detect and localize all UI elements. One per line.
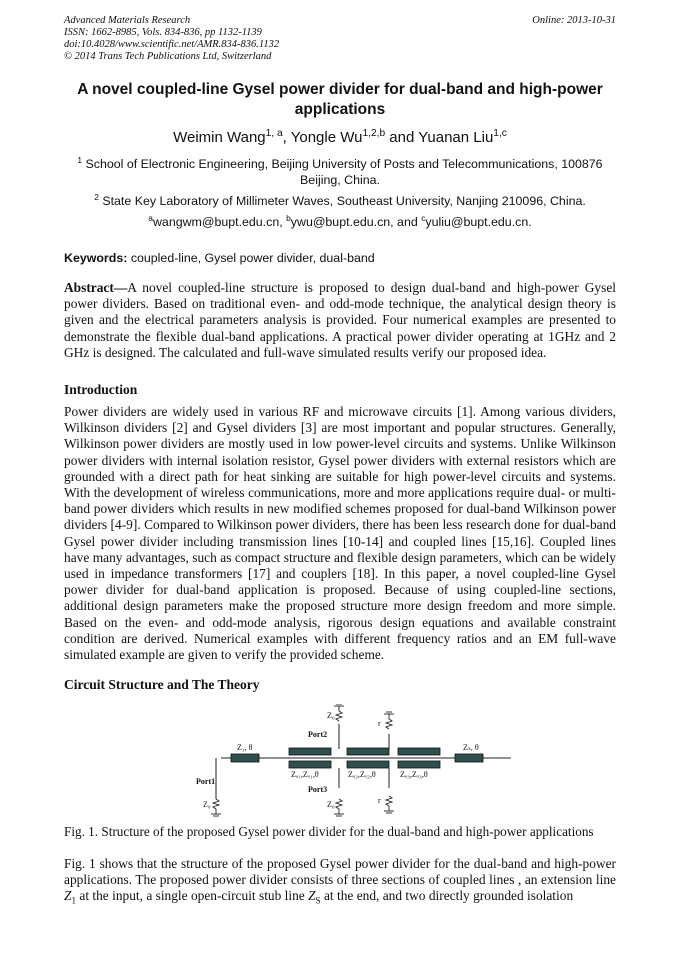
open-stub-zs (455, 754, 483, 762)
email-list (64, 214, 616, 230)
keywords (64, 251, 616, 265)
symbol-z1: Z (64, 888, 72, 904)
abstract-label: Abstract (64, 280, 114, 295)
email-link[interactable]: wangwm@bupt.edu.cn (152, 215, 280, 229)
resistor-r-bottom (386, 796, 392, 806)
email-end: . (528, 215, 532, 229)
coupled-line-3-bottom (398, 761, 440, 768)
author-sup: 1,2,b (362, 128, 386, 139)
copyright: © 2014 Trans Tech Publications Ltd, Switzerland (64, 51, 272, 62)
circuit-text-part: at the input, a single open-circuit stub line (79, 888, 305, 904)
affiliation-text: State Key Laboratory of Millimeter Waves, Southeast University, Nanjing 210096, China. (102, 194, 586, 208)
abstract (64, 280, 616, 361)
resistor-z0-port2 (336, 711, 342, 721)
z0-label-port2: Z₀ (327, 711, 335, 720)
circuit-diagram (193, 704, 523, 829)
z1-label: Z₁, θ (237, 743, 253, 752)
author-separator: , (282, 129, 291, 146)
coupled-line-1-label: Zₐ₁,Zₒ₁,θ (291, 770, 319, 779)
affiliation-sup: 1 (77, 154, 83, 165)
resistor-r-top (386, 719, 392, 729)
email-sup: c (421, 212, 426, 223)
figure-caption: Fig. 1. Structure of the proposed Gysel power divider for the dual-band and high-power applications (64, 824, 594, 839)
paper-title: A novel coupled-line Gysel power divider for dual-band and high-power applications (77, 81, 603, 118)
resistor-z0-port1 (213, 799, 219, 809)
coupled-line-2-label: Zₐ₂,Zₒ₂,θ (348, 770, 376, 779)
author-name: Yongle Wu (290, 129, 363, 146)
issn: ISSN: 1662-8985, Vols. 834-836, pp 1132-1139 (64, 27, 262, 38)
coupled-line-1-top (289, 748, 331, 755)
z0-label-port3: Z₀ (327, 800, 335, 809)
online-date: Online: 2013-10-31 (532, 15, 616, 26)
keywords-text: coupled-line, Gysel power divider, dual-band (130, 251, 375, 265)
resistor-z0-port3 (336, 799, 342, 809)
author-name: Yuanan Liu (418, 129, 494, 146)
abstract-dash: — (113, 280, 128, 295)
affiliation-text: School of Electronic Engineering, Beijing University of Posts and Telecommunications, 100876 Beijing, China. (85, 157, 603, 187)
section-heading-introduction: Introduction (64, 382, 138, 397)
symbol-zs-sub: S (315, 896, 321, 907)
r-label-top: r (378, 719, 381, 728)
symbol-z1-sub: 1 (71, 896, 77, 907)
zs-label: Zₛ, θ (463, 743, 479, 752)
affiliation-2 (64, 193, 616, 209)
introduction-text: Power dividers are widely used in various RF and microwave circuits [1]. Among various dividers, Wilkinson dividers [2] and Gysel dividers [3] are most important and popular structures. Generally, Wilkinson power dividers are mostly used in low power-level circuits and systems. Unlike Wilkinson power dividers with internal isolation resistor, Gysel power dividers with external resistors which are grounded with a direct path for heat sinking are suitable for high power-level circuits and systems. With the development of wireless communications, more and more applications require dual- or multi-band power dividers which results in new modified schemes proposed for dual-band Wilkinson power dividers [4-9]. Compared to Wilkinson power dividers, there has been less research done for dual-band Gysel power divider including transmission lines [10-14] and coupled lines [15,16]. Coupled lines have many advantages, such as compact structure and flexible design parameters, which can be widely used in impedance transformers [17] and couplers [18]. In this paper, a novel coupled-line Gysel power divider for dual-band application is proposed. Because of using coupled-line sections, additional design parameters make the proposed structure more design freedom and more simple. Based on the even- and odd-mode analysis, rigorous design equations and available constraint condition are derived. Numerical examples with different frequency ratios and an EM full-wave simulated example are given to verify the provided scheme. (64, 404, 616, 663)
email-sup: a (148, 212, 153, 223)
doi: doi:10.4028/www.scientific.net/AMR.834-836.1132 (64, 39, 280, 50)
journal-header (64, 15, 616, 63)
keywords-label: Keywords: (64, 251, 128, 265)
abstract-text: A novel coupled-line structure is proposed to design dual-band and high-power Gysel power dividers. Based on traditional even- and odd-mode technique, the analytical design theory is given and the electrical parameters analysis is provided. Four numerical examples are presented to demonstrate the flexible dual-band applications. A practical power divider operating at 1GHz and 2 GHz is designed. The calculated and full-wave simulated results verify our proposed idea. (64, 280, 616, 360)
circuit-text-part: Fig. 1 shows that the structure of the proposed Gysel power divider for the dual-band and high-power applications. The proposed power divider consists of three sections of coupled lines , an extension line (64, 856, 616, 888)
circuit-text (64, 856, 616, 905)
affiliation-1 (64, 156, 616, 188)
coupled-line-2-top (347, 748, 389, 755)
r-label-bottom: r (378, 796, 381, 805)
port1-label: Port1 (196, 777, 216, 786)
port3-label: Port3 (308, 785, 328, 794)
section-heading-circuit: Circuit Structure and The Theory (64, 677, 260, 692)
line-z1 (231, 754, 259, 762)
author-sup: 1, a (265, 128, 283, 139)
port2-label: Port2 (308, 730, 328, 739)
coupled-line-3-top (398, 748, 440, 755)
email-separator: , and (390, 215, 422, 229)
affiliation-sup: 2 (94, 191, 99, 202)
coupled-line-2-bottom (347, 761, 389, 768)
circuit-text-part: at the end, and two directly grounded isolation (323, 888, 574, 904)
email-sup: b (286, 212, 291, 223)
author-name: Weimin Wang (173, 129, 266, 146)
email-link[interactable]: yuliu@bupt.edu.cn (425, 215, 529, 229)
author-list (64, 129, 616, 146)
coupled-line-3-label: Zₐ₃,Zₒ₃,θ (400, 770, 428, 779)
author-separator: and (385, 129, 419, 146)
email-link[interactable]: ywu@bupt.edu.cn (290, 215, 391, 229)
email-separator: , (279, 215, 287, 229)
coupled-line-1-bottom (289, 761, 331, 768)
z0-label-port1: Z₀ (203, 800, 211, 809)
author-sup: 1,c (493, 128, 507, 139)
symbol-zs: Z (308, 888, 316, 904)
journal-name: Advanced Materials Research (64, 15, 191, 26)
